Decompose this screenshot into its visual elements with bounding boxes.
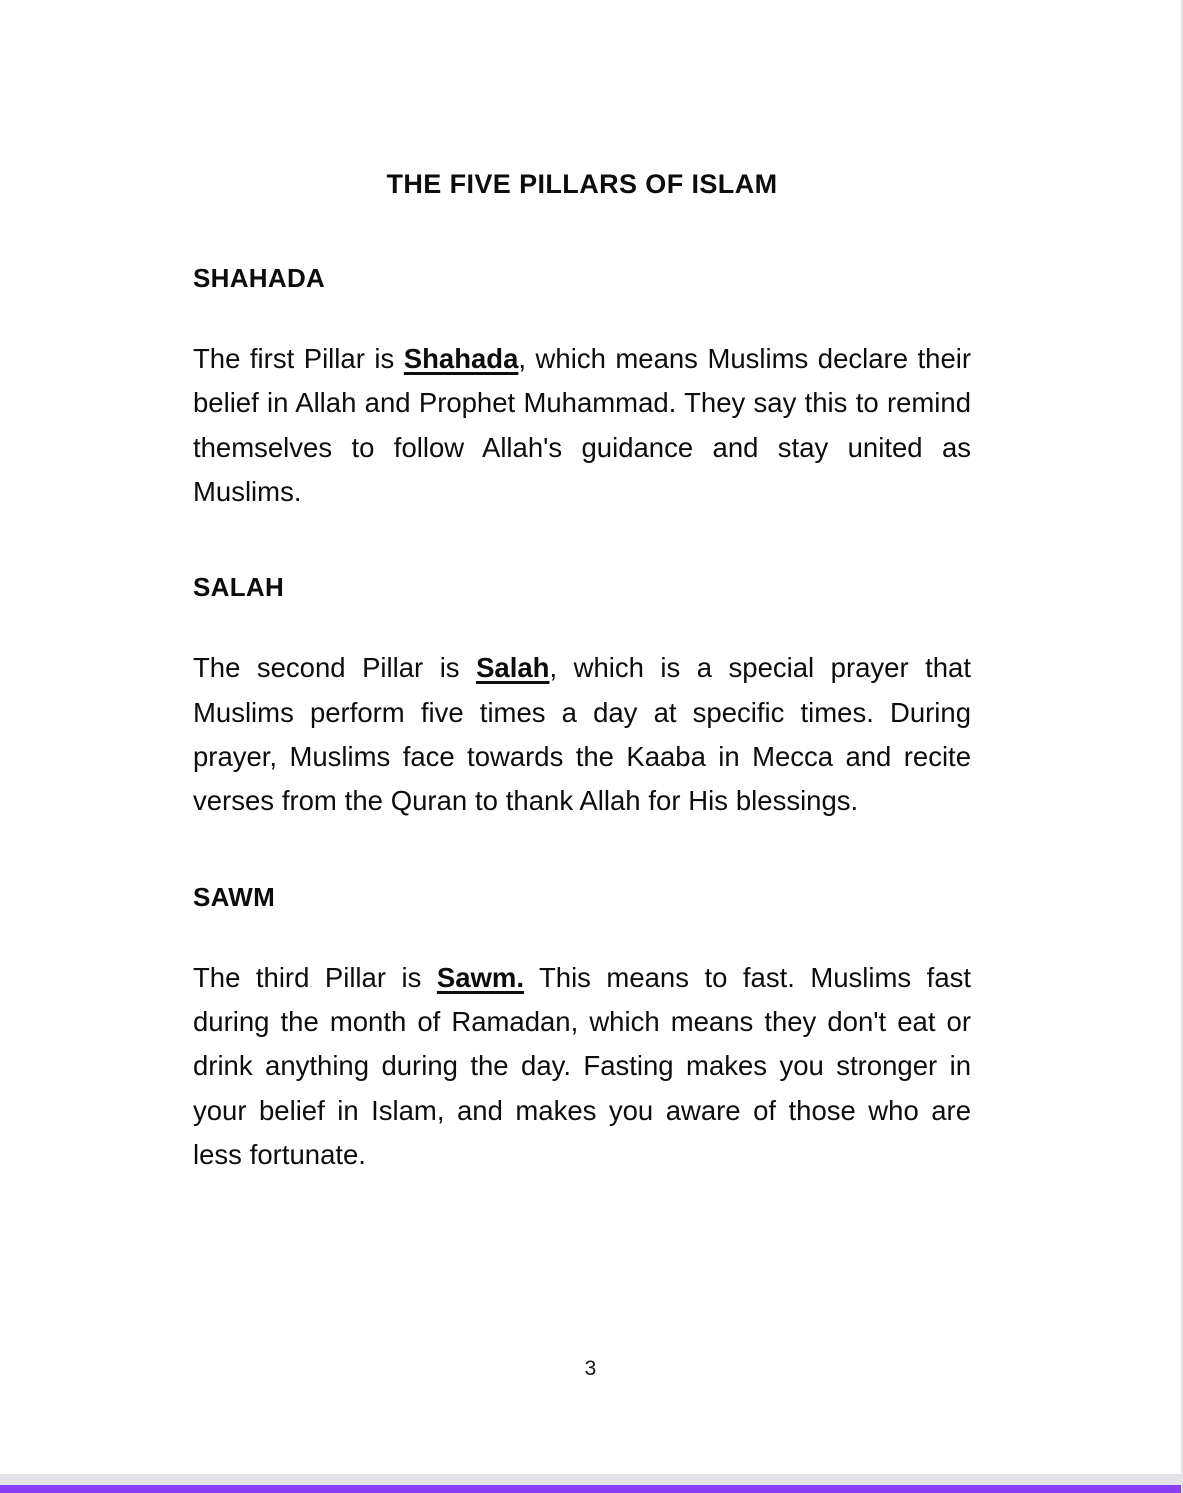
page-title: THE FIVE PILLARS OF ISLAM: [386, 169, 778, 199]
key-term-salah: Salah: [476, 652, 550, 684]
footer-decoration: [0, 1474, 1181, 1493]
page-number: 3: [584, 1357, 597, 1380]
key-term-sawm: Sawm.: [436, 961, 524, 993]
paragraph-rest-sawm: This means to fast. Muslims fast during the month of Ramadan, which means they don't eat or drink anything during the day. Fasting makes you stronger in your belief in Islam, and makes you aware of those who are less fortunate.: [193, 961, 972, 1170]
paragraph-rest-shahada: , which means Muslims declare their belief in Allah and Prophet Muhammad. They say this to remind themselves to follow Allah's guidance and stay united as Muslims.: [193, 342, 972, 507]
key-term-shahada: Shahada: [403, 342, 519, 374]
section-heading-sawm: SAWM: [193, 881, 276, 912]
paragraph-rest-salah: , which is a special prayer that Muslims perform five times a day at specific times. During prayer, Muslims face towards the Kaaba in Mecca and recite verses from the Quran to thank Allah for His blessings.: [193, 652, 971, 817]
section-heading-shahada: SHAHADA: [193, 262, 326, 293]
section-paragraph-salah: [193, 603, 971, 823]
footer-gray-band: [0, 1474, 1181, 1485]
paragraph-lead-salah: The second Pillar is: [193, 652, 477, 684]
paragraph-lead-sawm: The third Pillar is: [193, 961, 437, 993]
footer-accent-bar: [0, 1485, 1181, 1493]
section-heading-salah: SALAH: [193, 572, 285, 603]
document-content-column: [193, 0, 971, 1177]
section-paragraph-sawm: [193, 913, 971, 1177]
section-paragraph-shahada: [193, 294, 971, 514]
paragraph-lead-shahada: The first Pillar is: [193, 342, 404, 374]
